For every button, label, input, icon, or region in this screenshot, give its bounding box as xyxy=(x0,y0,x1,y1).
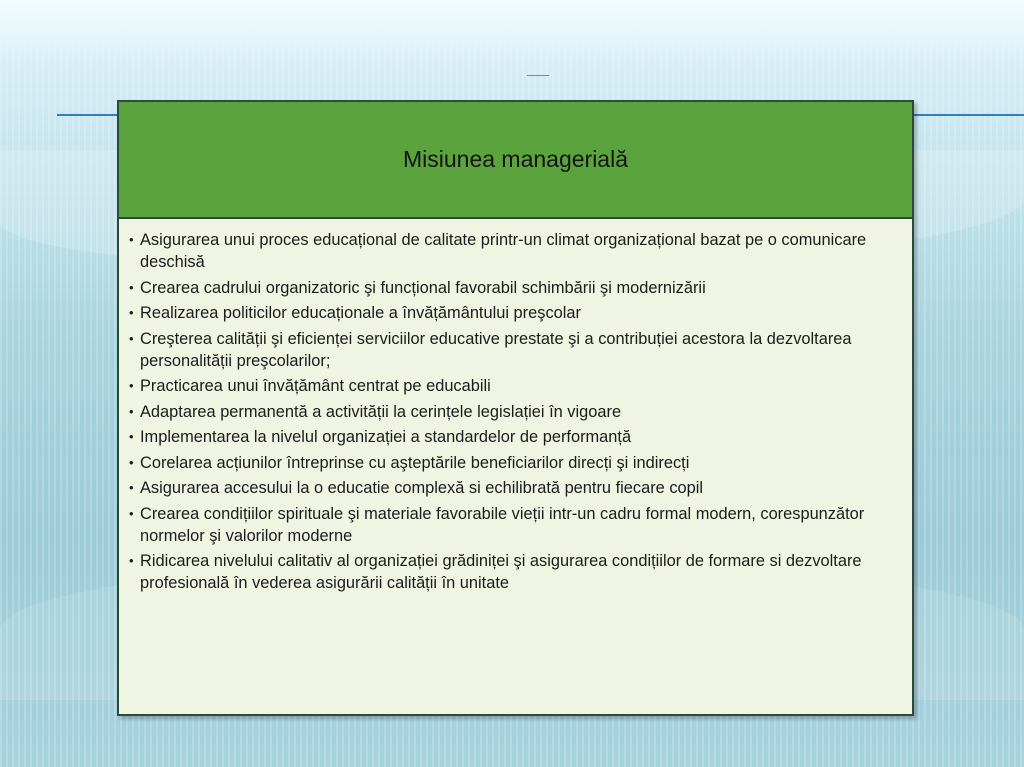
list-item xyxy=(129,477,890,499)
list-item xyxy=(129,302,890,324)
list-item-text: Crearea cadrului organizatoric şi funcțional favorabil schimbării şi modernizării xyxy=(140,278,706,297)
list-item xyxy=(129,452,890,474)
bullet-icon: • xyxy=(129,305,134,320)
bullet-icon: • xyxy=(129,480,134,495)
list-item-text: Realizarea politicilor educaționale a învățământului preşcolar xyxy=(140,304,581,322)
bullet-icon: • xyxy=(129,454,134,470)
bullet-list xyxy=(119,219,912,594)
list-item-text: Practicarea unui învățământ centrat pe educabili xyxy=(140,377,491,395)
list-item xyxy=(129,426,890,448)
list-item-text: Adaptarea permanentă a activității la cerințele legislației în vigoare xyxy=(140,402,622,421)
list-item-text: Implementarea la nivelul organizației a standardelor de performanță xyxy=(140,428,632,446)
list-item-text: Asigurarea accesului la o educatie complexă si echilibrată pentru fiecare copil xyxy=(140,479,704,497)
bullet-icon: • xyxy=(129,505,134,521)
slide-top-band xyxy=(0,0,1024,62)
card-title: Misiunea managerială xyxy=(402,146,628,172)
bullet-icon: • xyxy=(129,403,134,419)
list-item-text: Corelarea acțiunilor întreprinse cu aşteptările beneficiarilor direcți şi indirecți xyxy=(140,453,690,472)
list-item xyxy=(129,401,890,423)
list-item xyxy=(129,229,890,273)
card-header xyxy=(119,102,912,219)
list-item-text: Ridicarea nivelului calitativ al organizației grădiniței şi asigurarea condițiilor de formare si dezvoltare profesională în vederea asigurării calității în unitate xyxy=(140,552,862,592)
list-item xyxy=(129,328,890,372)
bullet-icon: • xyxy=(129,232,134,247)
list-item xyxy=(129,550,890,594)
bullet-icon: • xyxy=(129,378,134,393)
list-item-text: Creşterea calității şi eficienței serviciilor educative prestate şi a contribuției acestora la dezvoltarea personalității preşcolarilor; xyxy=(140,329,852,370)
title-placeholder-mark xyxy=(527,75,549,76)
list-item-text: Asigurarea unui proces educațional de calitate printr-un climat organizațional bazat pe o comunicare deschisă xyxy=(140,231,867,271)
list-item xyxy=(129,277,890,299)
bullet-icon: • xyxy=(129,279,134,295)
list-item xyxy=(129,503,890,547)
list-item-text: Crearea condițiilor spirituale şi materiale favorabile vieții intr-un cadru formal modern, corespunzător normelor şi valorilor moderne xyxy=(140,504,865,545)
list-item xyxy=(129,375,890,397)
bullet-icon: • xyxy=(129,429,134,444)
bullet-icon: • xyxy=(129,330,134,346)
bullet-icon: • xyxy=(129,553,134,568)
mission-card xyxy=(117,100,914,716)
